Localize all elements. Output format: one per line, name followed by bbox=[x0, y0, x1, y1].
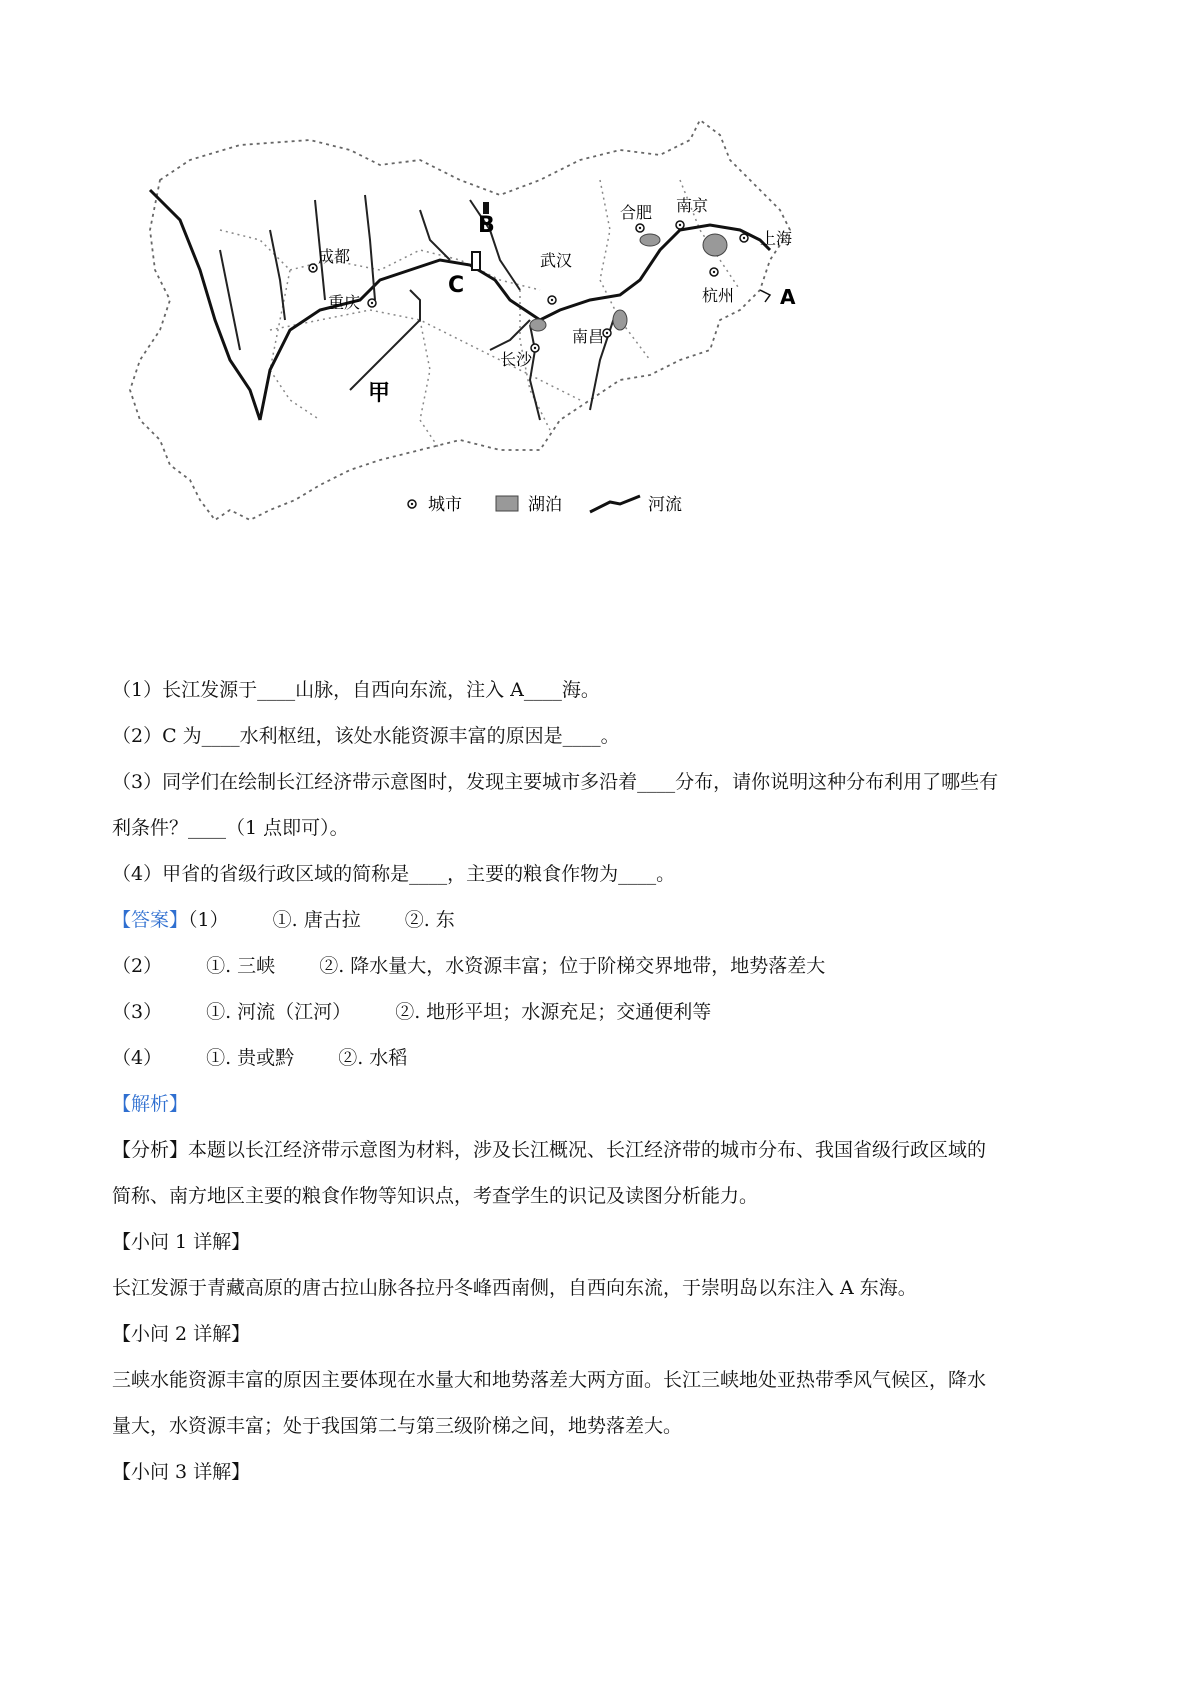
question-2: （2）C 为____水利枢纽，该处水能资源丰富的原因是____。 bbox=[112, 725, 620, 747]
answer-part-2: ②. 降水量大，水资源丰富；位于阶梯交界地带，地势落差大 bbox=[319, 955, 826, 977]
yangtze-economic-belt-map bbox=[120, 120, 900, 600]
label-hefei: 合肥 bbox=[620, 203, 653, 222]
question-1: （1）长江发源于____山脉，自西向东流，注入 A____海。 bbox=[112, 679, 600, 701]
answer-part-2: ②. 东 bbox=[404, 909, 455, 931]
q2-detail-text-line-1: 三峡水能资源丰富的原因主要体现在水量大和地势落差大两方面。长江三峡地处亚热带季风气候区，降水 bbox=[112, 1369, 987, 1391]
label-nanchang: 南昌 bbox=[572, 327, 605, 346]
province-boundary bbox=[420, 320, 440, 450]
question-3-line-1: （3）同学们在绘制长江经济带示意图时，发现主要城市多沿着____分布，请你说明这种分布利用了哪些有 bbox=[112, 771, 999, 793]
q2-detail-text-line-2: 量大，水资源丰富；处于我国第二与第三级阶梯之间，地势落差大。 bbox=[112, 1415, 683, 1437]
city-nanjing bbox=[676, 221, 684, 229]
answer-row-1 bbox=[112, 908, 455, 932]
analysis-intro-line-2: 简称、南方地区主要的粮食作物等知识点，考查学生的识记及读图分析能力。 bbox=[112, 1185, 759, 1207]
marker-jia: 甲 bbox=[368, 381, 391, 406]
answer-row-2 bbox=[112, 954, 825, 978]
city-wuhan bbox=[548, 296, 556, 304]
answer-part-1: ①. 唐古拉 bbox=[272, 909, 361, 931]
dongting-lake bbox=[530, 319, 546, 331]
taihu-lake bbox=[703, 234, 727, 256]
city-chengdu bbox=[309, 264, 317, 272]
answer-part-2: ②. 水稻 bbox=[338, 1047, 408, 1069]
question-3-line-2: 利条件？____（1 点即可）。 bbox=[112, 817, 349, 839]
question-4: （4）甲省的省级行政区域的简称是____，主要的粮食作物为____。 bbox=[112, 863, 676, 885]
answer-number: （2） bbox=[112, 955, 163, 977]
legend-lake-label: 湖泊 bbox=[528, 495, 562, 515]
legend-city-label: 城市 bbox=[428, 495, 462, 515]
legend-river-label: 河流 bbox=[648, 495, 682, 515]
city-hefei bbox=[636, 224, 644, 232]
label-nanjing: 南京 bbox=[676, 196, 709, 215]
analysis-intro-tag: 【分析】 bbox=[112, 1139, 189, 1161]
city-nanchang bbox=[603, 329, 611, 337]
q3-detail-heading: 【小问 3 详解】 bbox=[112, 1461, 251, 1483]
tributary-river bbox=[530, 325, 540, 420]
q1-detail-text: 长江发源于青藏高原的唐古拉山脉各拉丹冬峰西南侧，自西向东流，于崇明岛以东注入 A 东海。 bbox=[112, 1277, 917, 1299]
answer-row-3 bbox=[112, 1000, 711, 1024]
city-chongqing bbox=[368, 299, 376, 307]
dam-symbol-c bbox=[472, 252, 480, 270]
city-shanghai bbox=[740, 234, 748, 242]
tributary-river bbox=[270, 230, 285, 320]
label-changsha: 长沙 bbox=[500, 350, 533, 369]
label-chengdu: 成都 bbox=[318, 247, 351, 266]
tributary-river bbox=[350, 290, 420, 390]
analysis-intro-line-1 bbox=[112, 1138, 986, 1162]
label-wuhan: 武汉 bbox=[540, 251, 573, 270]
answer-part-1: ①. 三峡 bbox=[206, 955, 276, 977]
label-shanghai: 上海 bbox=[760, 229, 793, 248]
city-changsha bbox=[531, 344, 539, 352]
answer-number: （4） bbox=[112, 1047, 163, 1069]
answer-number: （1） bbox=[188, 909, 229, 931]
answer-part-1: ①. 贵或黔 bbox=[206, 1047, 295, 1069]
label-chongqing: 重庆 bbox=[328, 293, 361, 312]
marker-a: A bbox=[780, 285, 796, 309]
tributary-river bbox=[220, 250, 240, 350]
q1-detail-heading: 【小问 1 详解】 bbox=[112, 1231, 251, 1253]
q2-detail-heading: 【小问 2 详解】 bbox=[112, 1323, 251, 1345]
chaohu-lake bbox=[640, 234, 660, 246]
answer-part-1: ①. 河流（江河） bbox=[206, 1001, 352, 1023]
marker-b: B bbox=[478, 213, 495, 238]
sea-arrow bbox=[760, 290, 770, 302]
city-hangzhou bbox=[710, 268, 718, 276]
region-boundary bbox=[130, 120, 793, 520]
analysis-tag: 【解析】 bbox=[112, 1093, 189, 1115]
map-legend bbox=[408, 495, 682, 515]
analysis-intro-text: 本题以长江经济带示意图为材料，涉及长江概况、长江经济带的城市分布、我国省级行政区域的 bbox=[188, 1139, 987, 1161]
answer-tag: 【答案】 bbox=[112, 909, 189, 931]
label-hangzhou: 杭州 bbox=[702, 286, 735, 305]
tributary-river bbox=[420, 210, 450, 260]
answer-row-4 bbox=[112, 1046, 407, 1070]
answer-part-2: ②. 地形平坦；水源充足；交通便利等 bbox=[395, 1001, 712, 1023]
marker-c: C bbox=[448, 273, 465, 298]
answer-number: （3） bbox=[112, 1001, 163, 1023]
tributary-river bbox=[490, 320, 530, 350]
poyang-lake bbox=[613, 310, 627, 330]
tributary-river bbox=[365, 195, 375, 300]
